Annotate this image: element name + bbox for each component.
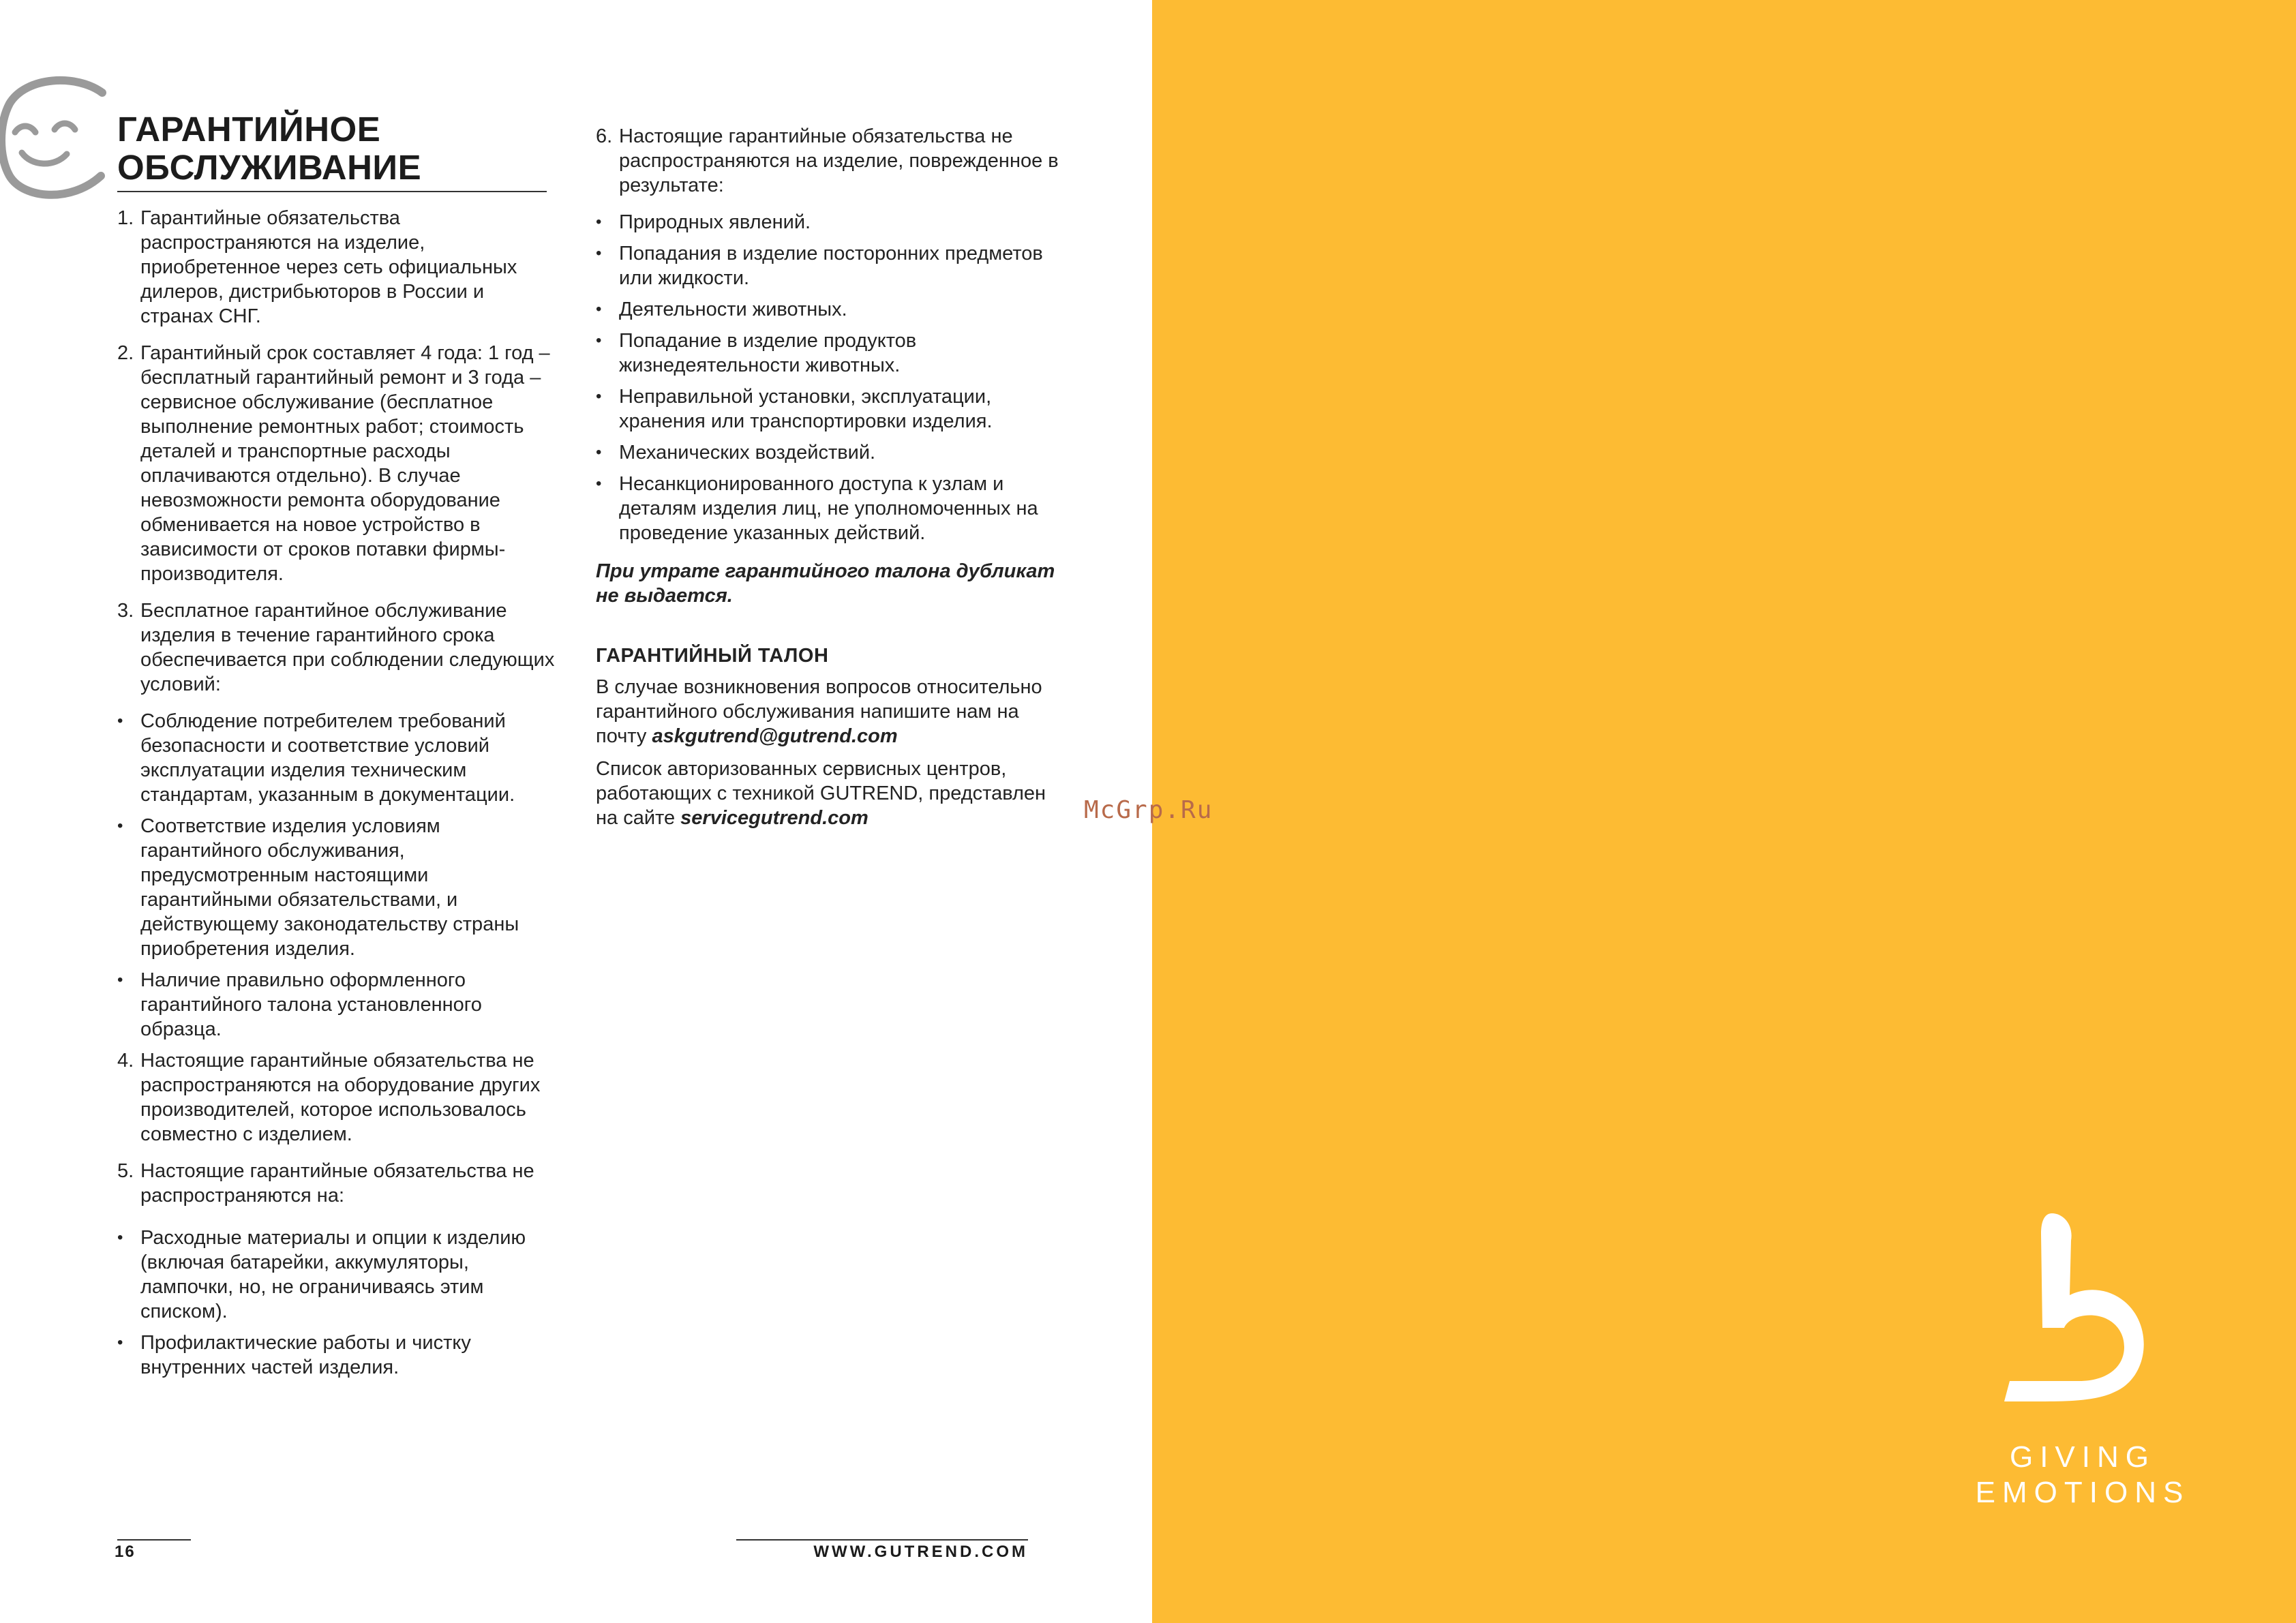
- gutrend-logo-icon: [2004, 1213, 2161, 1418]
- item-text: Бесплатное гарантийное обслуживание изделия в течение гарантийного срока обеспечивается при соблюдении следующих условий:: [140, 600, 555, 695]
- warranty-item-2: [117, 341, 560, 586]
- list-item: • Соответствие изделия условиям гарантийного обслуживания, предусмотренным настоящими гарантийными обязательствами, и действующему законодательству страны приобретения изделия.: [117, 814, 560, 961]
- item-text: Настоящие гарантийные обязательства не распространяются на:: [140, 1160, 534, 1207]
- list-item: • Наличие правильно оформленного гарантийного талона установленного образца.: [117, 968, 560, 1042]
- item-text: Гарантийный срок составляет 4 года: 1 год – бесплатный гарантийный ремонт и 3 года – сервисное обслуживание (бесплатное выполнение ремонтных работ; стоимость деталей и транспортные расходы оплачиваются отдельно). В случае невозможности ремонта оборудование обменивается на новое устройство в зависимости от сроков потавки фирмы-производителя.: [140, 342, 550, 585]
- footer-rule-left: [117, 1539, 191, 1541]
- item-number: 5.: [117, 1160, 134, 1182]
- list-item: • Попадания в изделие посторонних предметов или жидкости.: [596, 241, 1059, 290]
- item-number: 4.: [117, 1050, 134, 1072]
- list-item: • Соблюдение потребителем требований безопасности и соответствие условий эксплуатации изделия техническим стандартам, указанным в документации.: [117, 709, 560, 807]
- duplicate-note: При утрате гарантийного талона дубликат не выдается.: [596, 560, 1055, 607]
- item-number: 1.: [117, 207, 134, 229]
- item-text: Гарантийные обязательства распространяются на изделие, приобретенное через сеть официальных дилеров, дистрибьюторов в России и странах СНГ.: [140, 207, 517, 327]
- watermark: McGrp.Ru: [1084, 796, 1213, 824]
- talon-heading: ГАРАНТИЙНЫЙ ТАЛОН: [596, 645, 829, 667]
- footer-website: WWW.GUTREND.COM: [813, 1543, 1028, 1561]
- exclusions-list: [117, 1226, 560, 1380]
- left-column: [117, 206, 560, 1386]
- title-underline: [117, 191, 547, 192]
- page-number: 16: [115, 1543, 136, 1561]
- list-item: • Неправильной установки, эксплуатации, хранения или транспортировки изделия.: [596, 384, 1059, 434]
- item-number: 3.: [117, 600, 134, 622]
- item-number: 2.: [117, 342, 134, 364]
- item-text: Настоящие гарантийные обязательства не распространяются на оборудование других производителей, которое использовалось совместно с изделием.: [140, 1050, 541, 1145]
- brand-slogan: [1957, 1440, 2209, 1511]
- page-title: [117, 110, 421, 187]
- title-line-2: ОБСЛУЖИВАНИЕ: [117, 148, 422, 187]
- list-item: • Деятельности животных.: [596, 297, 1059, 322]
- list-item: • Расходные материалы и опции к изделию (включая батарейки, аккумуляторы, лампочки, но, не ограничиваясь этим списком).: [117, 1226, 560, 1324]
- smiling-face-icon: [0, 74, 109, 210]
- service-site: servicegutrend.com: [680, 807, 868, 829]
- footer-rule-right: [736, 1539, 1028, 1541]
- list-item: • Профилактические работы и чистку внутренних частей изделия.: [117, 1331, 560, 1380]
- list-item: • Несанкционированного доступа к узлам и деталям изделия лиц, не уполномоченных на проведение указанных действий.: [596, 472, 1059, 545]
- damage-causes-list: [596, 210, 1059, 545]
- service-text: Список авторизованных сервисных центров, работающих с техникой GUTREND, представлен на сайте: [596, 758, 1046, 829]
- list-item: • Природных явлений.: [596, 210, 1059, 234]
- title-line-1: ГАРАНТИЙНОЕ: [117, 110, 381, 149]
- right-column: [596, 124, 1059, 838]
- warranty-item-1: [117, 206, 560, 329]
- conditions-list: [117, 709, 560, 1042]
- warranty-item-3: [117, 598, 560, 697]
- list-item: • Механических воздействий.: [596, 440, 1059, 465]
- contact-text: В случае возникновения вопросов относительно гарантийного обслуживания напишите нам на почту: [596, 676, 1042, 747]
- contact-paragraph: [596, 675, 1059, 748]
- service-centers-paragraph: [596, 757, 1059, 830]
- list-item: • Попадание в изделие продуктов жизнедеятельности животных.: [596, 329, 1059, 378]
- slogan-line-2: EMOTIONS: [1975, 1476, 2190, 1509]
- warranty-item-5: [117, 1159, 560, 1208]
- support-email: askgutrend@gutrend.com: [652, 725, 898, 747]
- item-text: Настоящие гарантийные обязательства не распространяются на изделие, поврежденное в результате:: [619, 125, 1059, 196]
- slogan-line-1: GIVING: [2009, 1440, 2156, 1474]
- warranty-item-4: [117, 1048, 560, 1147]
- warranty-item-6: [596, 124, 1059, 198]
- item-number: 6.: [596, 125, 613, 147]
